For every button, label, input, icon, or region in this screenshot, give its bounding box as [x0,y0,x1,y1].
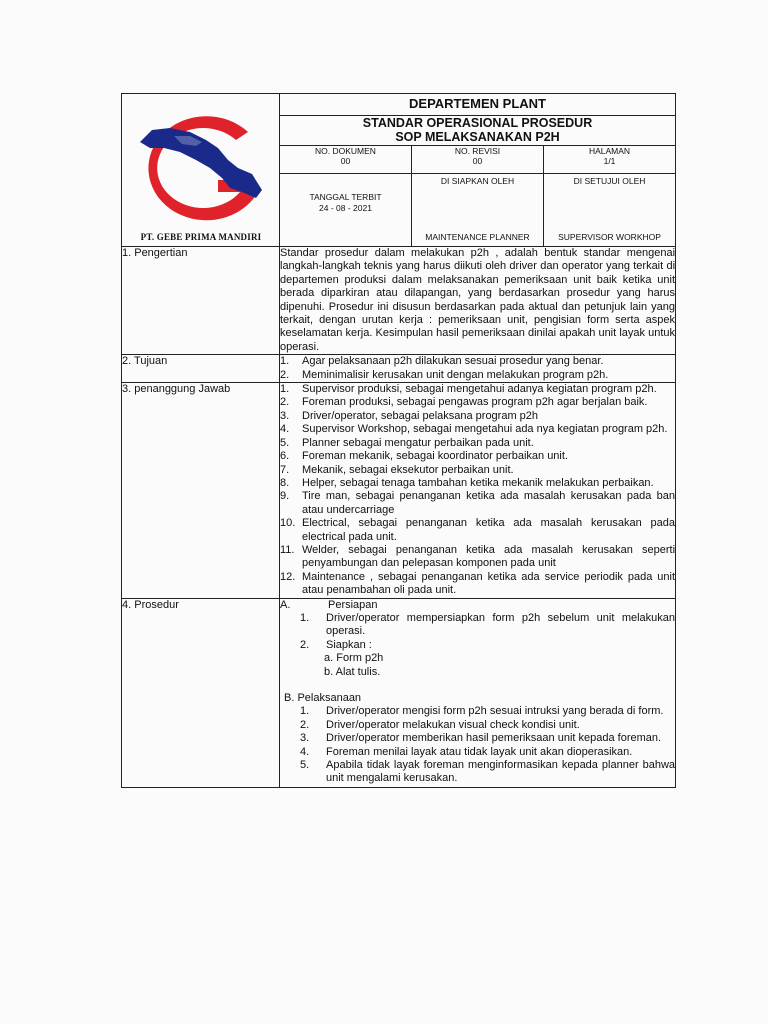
list-item-text: Supervisor produksi, sebagai mengetahui adanya kegiatan program p2h. [302,383,657,396]
list-item [280,355,675,368]
list-item-number: 9. [280,490,290,503]
list-item-text: Foreman produksi, sebagai pengawas program p2h agar berjalan baik. [302,396,648,409]
list-item [280,437,675,450]
list-item-number: 1. [300,611,310,624]
prosedur-b-title: B. Pelaksanaan [284,692,362,704]
list-item-text: Siapkan : [326,638,372,651]
sub-list-item: b. Alat tulis. [324,665,381,678]
list-item-number: 4. [300,745,310,758]
prosedur-a-letter: A. [280,598,291,611]
logo-cell [122,94,280,247]
no-dokumen-label: NO. DOKUMEN [315,145,376,156]
company-name: PT. GEBE PRIMA MANDIRI [140,232,262,242]
disetujui-value: SUPERVISOR WORKHOP [558,232,661,242]
list-item-text: Foreman mekanik, sebagai koordinator perbaikan unit. [302,450,568,463]
list-item-number: 2. [300,718,310,731]
list-item-text: Planner sebagai mengatur perbaikan pada unit. [302,436,534,449]
list-item-text: Apabila tidak layak foreman menginformasikan kepada planner bahwa unit mengalami kerusakan. [326,759,676,785]
list-item-number: 12. [280,570,296,583]
section-label-prosedur: 4. Prosedur [122,598,280,787]
list-item-number: 8. [280,476,290,489]
list-item [280,612,675,639]
list-item-text: Welder, sebagai penanganan ketika ada masalah kerusakan seperti penyambungan dan pelepasan komponen pada unit [302,543,676,570]
no-dokumen-value: 00 [340,155,351,166]
list-item-text: Electrical, sebagai penanganan ketika ada masalah kerusakan pada electrical pada unit. [302,517,676,543]
list-item-text: Driver/operator mempersiapkan form p2h sebelum unit melakukan operasi. [326,611,676,638]
list-item [280,490,675,517]
list-item [280,639,675,652]
halaman-value: 1/1 [603,155,616,166]
list-item [280,544,675,571]
list-item [280,383,675,396]
list-item-text: Meminimalisir kerusakan unit dengan melakukan program p2h. [302,368,609,381]
sub-list-item: a. Form p2h [324,652,384,665]
list-item-number: 2. [300,638,310,651]
list-item-text: Agar pelaksanaan p2h dilakukan sesuai prosedur yang benar. [302,355,604,368]
list-item [280,369,675,382]
disiapkan-value: MAINTENANCE PLANNER [425,232,530,242]
section-content-tujuan [280,355,676,383]
section-label-penanggung: 3. penanggung Jawab [122,383,280,599]
sop-title [280,115,676,145]
list-item-text: Driver/operator, sebagai pelaksana program p2h [302,409,539,422]
list-item [280,719,675,732]
sop-title-line2: SOP MELAKSANAKAN P2H [395,129,560,144]
list-item [280,732,675,745]
list-item [280,517,675,544]
list-item-text: Driver/operator melakukan visual check kondisi unit. [326,718,580,731]
list-item-text: Supervisor Workshop, sebagai mengetahui ada nya kegiatan program p2h. [302,423,668,436]
list-item [280,410,675,423]
list-item-number: 5. [280,436,290,449]
list-item [280,464,675,477]
department-title: DEPARTEMEN PLANT [280,94,676,116]
list-item-number: 4. [280,423,290,436]
no-revisi-label: NO. REVISI [454,145,501,156]
section-content-pengertian: Standar prosedur dalam melakukan p2h , adalah bentuk standar mengenai langkah-langkah teknis yang harus diikuti oleh driver dan operator yang terkait di departemen produksi dalam melaksanakan pemeriksaan unit baik ketika unit berada diparkiran atau dilapangan, yang berdasarkan prosedur yang harus dipenuhi. Prosedur ini disusun berdasarkan pada aktual dan petunjuk lain yang terkait, dengan urutan kerja : pemeriksaan unit, pengisian form serta aspek keselamatan kerja. Kesimpulan hasil pemeriksaan dinilai apakah unit layak untuk operasi. [280,247,676,353]
list-item [280,746,675,759]
list-item-number: 2. [280,368,290,381]
list-item-text: Driver/operator mengisi form p2h sesuai intruksi yang berada di form. [326,705,664,718]
list-item-text: Tire man, sebagai penanganan ketika ada masalah kerusakan pada ban atau undercarriage [302,490,676,516]
list-item-number: 6. [280,450,290,463]
list-item-number: 1. [280,355,290,368]
list-item-number: 11. [280,543,295,556]
list-item [280,705,675,718]
no-revisi-value: 00 [472,155,483,166]
list-item-text: Foreman menilai layak atau tidak layak unit akan dioperasikan. [326,745,633,758]
list-item [280,759,675,786]
list-item-number: 3. [300,732,310,745]
tanggal-label: TANGGAL TERBIT [309,191,382,202]
disiapkan-label: DI SIAPKAN OLEH [440,175,515,186]
halaman-label: HALAMAN [588,145,631,156]
company-logo-icon [130,102,272,224]
list-item-number: 5. [300,759,310,772]
disetujui-cell [544,173,676,246]
list-item-number: 3. [280,409,290,422]
list-item-text: Maintenance , sebagai penanganan ketika ada service periodik pada unit atau penambahan oli pada unit. [302,570,676,597]
list-item-number: 1. [300,705,310,718]
tanggal-value: 24 - 08 - 2021 [319,202,372,213]
list-item-text: Mekanik, sebagai eksekutor perbaikan unit. [302,463,514,476]
list-item-number: 10. [280,517,296,530]
halaman-cell [544,145,676,173]
list-item-text: Helper, sebagai tenaga tambahan ketika mekanik melakukan perbaikan. [302,476,654,489]
disiapkan-cell [412,173,544,246]
section-content-penanggung [280,383,676,599]
no-revisi-cell [412,145,544,173]
list-item-number: 1. [280,383,290,396]
tanggal-cell [280,173,412,246]
section-content-prosedur [280,598,676,787]
list-item [280,571,675,598]
sop-table [121,93,676,788]
list-item [280,477,675,490]
disetujui-label: DI SETUJUI OLEH [573,175,646,186]
prosedur-a-title: Persiapan [328,598,378,611]
section-label-tujuan: 2. Tujuan [122,355,280,383]
section-label-pengertian: 1. Pengertian [122,247,280,355]
list-item-number: 2. [280,396,290,409]
list-item [280,423,675,436]
no-dokumen-cell [280,145,412,173]
list-item-text: Driver/operator memberikan hasil pemeriksaan unit kepada foreman. [326,732,662,745]
list-item [280,396,675,409]
list-item [280,450,675,463]
sop-title-line1: STANDAR OPERASIONAL PROSEDUR [362,115,593,130]
list-item-number: 7. [280,463,290,476]
